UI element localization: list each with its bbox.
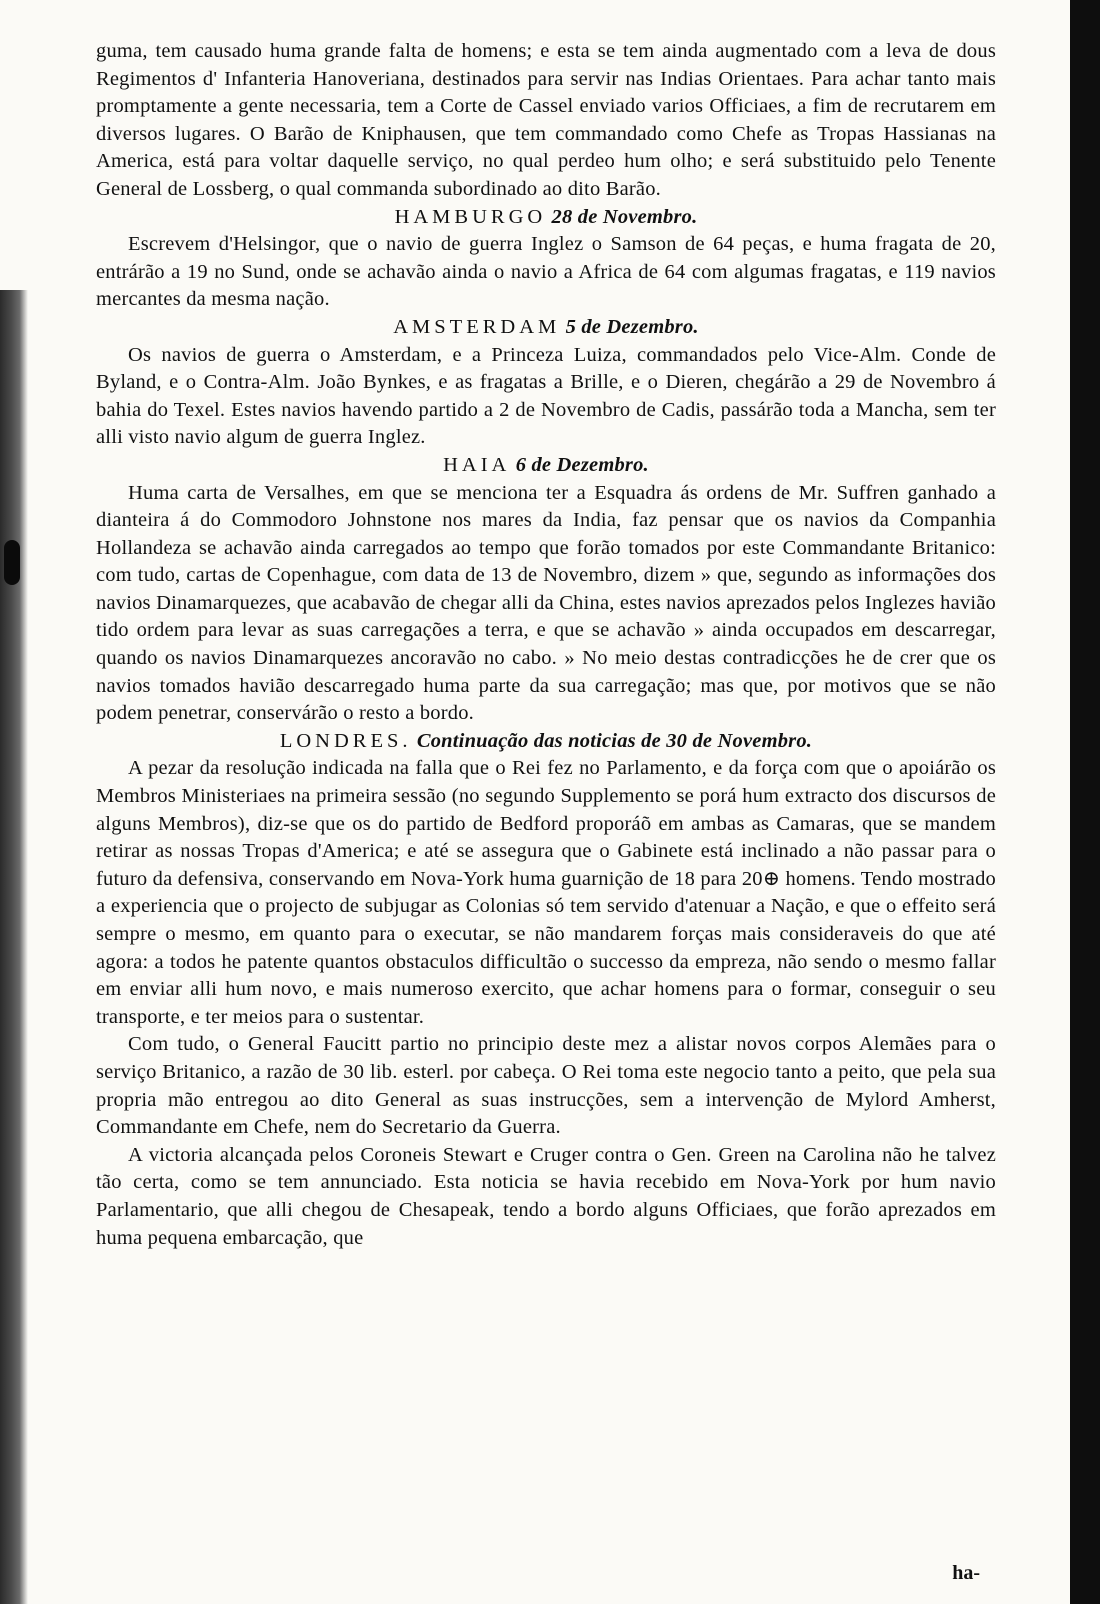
heading-place: AMSTERDAM [393, 315, 561, 338]
heading-hamburgo [96, 204, 996, 232]
scan-edge [1070, 0, 1100, 1604]
paragraph-1: guma, tem causado huma grande falta de homens; e esta se tem ainda augmentado com a leva de dous Regimentos d' Infanteria Hanoveriana, destinados para servir nas Indias Orientaes. Para achar tanto mais promptamente a gente necessaria, tem a Corte de Cassel enviado varios Officiaes, a fim de recrutarem em diversos lugares. O Barão de Kniphausen, que tem commandado como Chefe as Tropas Hassianas na America, está para voltar daquelle serviço, no qual perdeo hum olho; e será substituido pelo Tenente General de Lossberg, o qual commanda subordinado ao dito Barão. [96, 40, 996, 200]
scan-binding-shadow [0, 290, 28, 1604]
paragraph-2: Escrevem d'Helsingor, que o navio de guerra Inglez o Samson de 64 peças, e huma fragata de 20, entrárão a 19 no Sund, onde se achavão ainda o navio a Africa de 64 com algumas fragatas, e 119 navios mercantes da mesma nação. [96, 233, 996, 311]
paragraph-6: Com tudo, o General Faucitt partio no principio deste mez a alistar novos corpos Alemães para o serviço Britanico, a razão de 30 lib. esterl. por cabeça. O Rei toma este negocio tanto a peito, que pela sua propria mão entregou ao dito General as suas instrucções, sem a intervenção de Mylord Amherst, Commandante em Chefe, nem do Secretario da Guerra. [96, 1033, 996, 1139]
heading-amsterdam [96, 314, 996, 342]
heading-date: 5 de Dezembro. [565, 315, 699, 338]
heading-londres [96, 728, 996, 756]
punch-hole [4, 540, 20, 585]
heading-place: HAIA [443, 453, 511, 476]
paragraph-3: Os navios de guerra o Amsterdam, e a Princeza Luiza, commandados pelo Vice-Alm. Conde de Byland, e o Contra-Alm. João Bynkes, e as fragatas a Brille, e o Dieren, chegárão a 29 de Novembro á bahia do Texel. Estes navios havendo partido a 2 de Novembro de Cadis, passárão toda a Mancha, sem ter alli visto navio algum de guerra Inglez. [96, 343, 996, 449]
heading-place: LONDRES. [279, 729, 412, 752]
heading-place: HAMBURGO [394, 205, 547, 228]
heading-haia [96, 452, 996, 480]
paragraph-5: A pezar da resolução indicada na falla que o Rei fez no Parlamento, e da força com que o apoiárão os Membros Ministeriaes na primeira sessão (no segundo Supplemento se porá hum extracto dos discursos de alguns Membros), diz-se que os do partido de Bedford proporáõ em ambas as Camaras, que se mandem retirar as nossas Tropas d'America; e até se assegura que o Gabinete está inclinado a não passar para o futuro da defensiva, conservando em Nova-York huma guarnição de 18 para 20⊕ homens. Tendo mostrado a experiencia que o projecto de subjugar as Colonias só tem servido d'atenuar a Nação, e que o effeito será sempre o mesmo, em quanto para o executar, se não mandarem forças mais consideraveis do que até agora: a todos he patente quantos obstaculos difficultão o successo da empreza, não sendo o mesmo fallar em enviar alli hum novo, e mais numeroso exercito, que achar homens para o formar, conseguir o seu transporte, e ter meios para o sustentar. [96, 757, 996, 1028]
heading-date: Continuação das noticias de 30 de Novembro. [416, 729, 813, 752]
article-text [96, 38, 996, 1252]
paragraph-7: A victoria alcançada pelos Coroneis Stewart e Cruger contra o Gen. Green na Carolina não he talvez tão certa, como se tem annunciado. Esta noticia se havia recebido em Nova-York por hum navio Parlamentario, que alli chegou de Chesapeak, tendo a bordo alguns Officiaes, que forão aprezados em huma pequena embarcação, que [96, 1143, 996, 1249]
heading-date: 28 de Novembro. [551, 205, 698, 228]
catchword: ha- [952, 1562, 980, 1584]
heading-date: 6 de Dezembro. [515, 453, 649, 476]
paragraph-4: Huma carta de Versalhes, em que se menciona ter a Esquadra ás ordens de Mr. Suffren ganhado a dianteira á do Commodoro Johnstone nos mares da India, faz pensar que os navios da Companhia Hollandeza se achavão ainda carregados ao tempo que forão tomados por este Commandante Britanico: com tudo, cartas de Copenhague, com data de 13 de Novembro, dizem » que, segundo as informações dos navios Dinamarquezes, que acabavão de chegar alli da China, estes navios aprezados pelos Inglezes havião tido ordem para levar as suas carregações a terra, e que se achavão » ainda occupados em descarregar, quando os navios Dinamarquezes ancoravão no cabo. » No meio destas contradicções he de crer que os navios tomados havião descarregado huma parte da sua carregação; mas que, por motivos que se não podem penetrar, conservárão o resto a bordo. [96, 481, 996, 725]
